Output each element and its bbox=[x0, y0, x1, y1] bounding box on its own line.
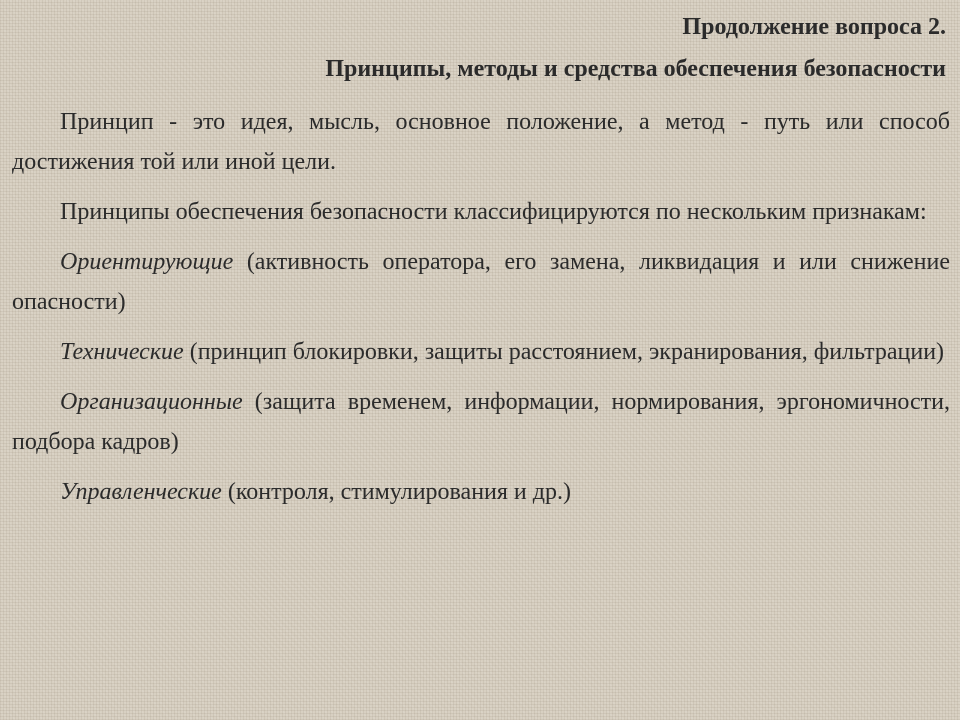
slide-body bbox=[12, 102, 950, 522]
principle-organizational bbox=[12, 382, 950, 462]
paragraph-text: Принцип - это идея, мысль, основное положение, а метод - путь или способ достижения той или иной цели. bbox=[12, 109, 950, 175]
slide-header bbox=[325, 6, 946, 90]
principle-term: Управленческие bbox=[60, 479, 222, 505]
principle-description: (принцип блокировки, защиты расстоянием, экранирования, фильтрации) bbox=[183, 339, 945, 365]
slide-title: Принципы, методы и средства обеспечения безопасности bbox=[325, 56, 946, 82]
principle-description: (контроля, стимулирования и др.) bbox=[221, 479, 571, 505]
principle-managerial bbox=[12, 472, 950, 512]
principle-description: (защита временем, информации, нормирования, эргономичности, подбора кадров) bbox=[12, 389, 950, 455]
principle-description: (активность оператора, его замена, ликвидация и или снижение опасности) bbox=[12, 249, 950, 315]
principle-term: Ориентирующие bbox=[60, 249, 234, 275]
principle-technical bbox=[12, 332, 950, 372]
principle-term: Организационные bbox=[60, 389, 243, 415]
principle-orienting bbox=[12, 242, 950, 322]
header-subtitle: Продолжение вопроса 2. bbox=[682, 14, 946, 40]
paragraph-text: Принципы обеспечения безопасности классифицируются по нескольким признакам: bbox=[60, 199, 927, 225]
principle-term: Технические bbox=[60, 339, 184, 365]
paragraph-classification bbox=[12, 192, 950, 232]
paragraph-definition bbox=[12, 102, 950, 182]
